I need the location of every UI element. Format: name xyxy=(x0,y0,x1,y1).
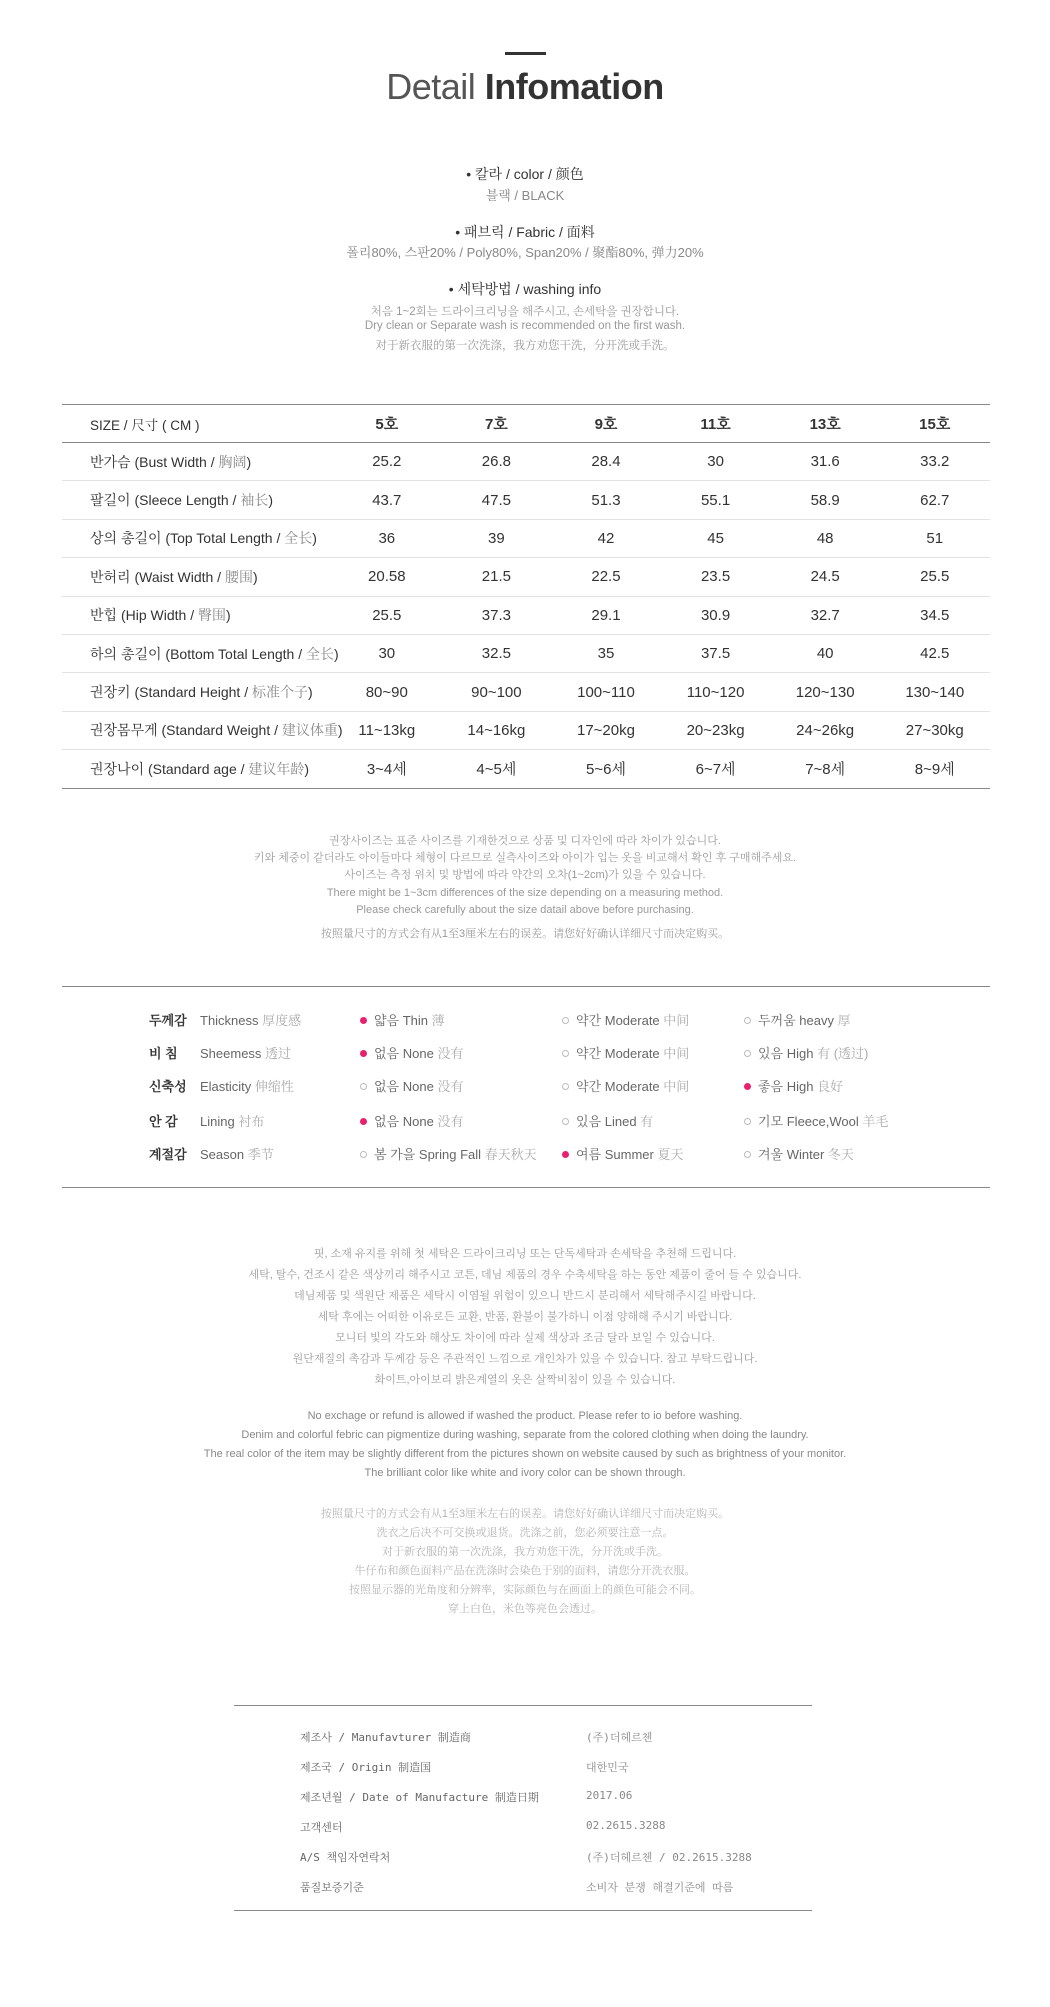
option-korean: 좋음 xyxy=(758,1079,787,1094)
size-cell: 28.4 xyxy=(591,453,621,471)
size-cell: 58.9 xyxy=(810,491,840,509)
size-cell: 42.5 xyxy=(920,645,950,663)
washing-heading: • 세탁방법 / washing info xyxy=(448,281,602,297)
manufacturer-value: (주)더헤르첸 / 02.2615.3288 xyxy=(586,1851,752,1864)
option-chinese: 薄 xyxy=(431,1013,445,1028)
manufacturer-label: 품질보증기준 xyxy=(300,1881,364,1894)
option-chinese: 厚 xyxy=(837,1013,851,1028)
option-korean: 없음 xyxy=(374,1114,403,1129)
size-table-row xyxy=(62,749,990,787)
size-label-chinese: 胸阔 xyxy=(218,453,247,470)
option-korean: 있음 xyxy=(576,1114,605,1129)
size-row-label xyxy=(62,682,332,702)
option-korean: 여름 xyxy=(576,1147,605,1162)
size-note: There might be 1~3cm differences of the size depending on a measuring method. xyxy=(326,887,724,899)
size-label-english: (Bottom Total Length / xyxy=(165,645,307,662)
fabric-attributes xyxy=(62,986,990,1188)
size-cell: 39 xyxy=(488,529,505,547)
option-korean: 봄 가을 xyxy=(374,1147,419,1162)
option-korean: 없음 xyxy=(374,1079,403,1094)
option-korean: 있음 xyxy=(758,1046,787,1061)
size-cell: 130~140 xyxy=(905,683,965,701)
size-header-cell: 15호 xyxy=(919,416,951,433)
care-line: 데님제품 및 색원단 제품은 세탁시 이염될 위험이 있으니 반드시 분리해서 세탁해주시길 바랍니다. xyxy=(294,1290,756,1302)
attribute-english-text: Thickness xyxy=(200,1013,263,1028)
size-note: 권장사이즈는 표준 사이즈를 기재한것으로 상품 및 디자인에 따라 차이가 있습니다. xyxy=(329,835,721,847)
size-row-label xyxy=(62,759,332,779)
unselected-dot-icon xyxy=(744,1118,751,1125)
option-chinese: 冬天 xyxy=(827,1147,854,1162)
attribute-row xyxy=(62,1043,990,1063)
attribute-chinese-text: 伸缩性 xyxy=(254,1079,294,1094)
selected-dot-icon xyxy=(360,1118,367,1125)
manufacturer-value: (주)더헤르첸 xyxy=(586,1731,653,1744)
care-line: Denim and colorful febric can pigmentize during washing, separate from the colored clothing when doing the laundry. xyxy=(241,1429,809,1441)
size-label-chinese: 标准个子 xyxy=(251,684,308,701)
care-line: 按照量尺寸的方式会有从1至3厘米左右的误差。请您好好确认详细尺寸而决定购买。 xyxy=(320,1508,730,1520)
size-label-end: ) xyxy=(304,760,310,777)
attribute-row xyxy=(62,1111,990,1131)
size-label-end: ) xyxy=(307,684,313,701)
care-line: 핏, 소재 유지를 위해 첫 세탁은 드라이크리닝 또는 단독세탁과 손세탁을 추천해 드립니다. xyxy=(313,1248,737,1260)
care-line: 洗衣之后决不可交换或退货。洗涤之前，您必须要注意一点。 xyxy=(376,1527,674,1539)
option-english: High xyxy=(786,1079,818,1094)
attribute-name-english xyxy=(200,1144,274,1163)
option-english: None xyxy=(402,1114,438,1129)
size-label-english: (Standard Height / xyxy=(134,684,252,701)
size-cell: 32.5 xyxy=(481,645,511,663)
size-label-end: ) xyxy=(225,607,231,624)
size-cell: 48 xyxy=(816,529,834,547)
size-row-label xyxy=(62,528,332,548)
option-english: High xyxy=(786,1046,818,1061)
size-cell: 20.58 xyxy=(368,568,406,586)
option-korean: 약간 xyxy=(576,1046,605,1061)
care-line: 화이트,아이보리 밝은계열의 옷은 살짝비침이 있을 수 있습니다. xyxy=(374,1374,676,1386)
size-cell: 40 xyxy=(816,645,834,663)
size-cell: 100~110 xyxy=(577,683,635,701)
size-header-cell: 13호 xyxy=(809,416,841,433)
option-chinese: 没有 xyxy=(437,1079,464,1094)
size-label-english: (Top Total Length / xyxy=(165,530,285,547)
attribute-name: 두께감 xyxy=(149,1013,187,1028)
size-row-label xyxy=(62,605,332,625)
size-label-korean: 반허리 xyxy=(90,568,135,585)
attribute-option xyxy=(360,1111,463,1130)
size-label-end: ) xyxy=(337,722,343,739)
size-table-row xyxy=(62,480,990,518)
washing-line: Dry clean or Separate wash is recommended on the first wash. xyxy=(364,320,686,332)
size-cell: 33.2 xyxy=(920,453,950,471)
care-line: 원단재질의 촉감과 두께감 등은 주관적인 느낌으로 개인차가 있을 수 있습니다. 참고 부탁드립니다. xyxy=(292,1353,758,1365)
care-line: 对于新衣服的第一次洗涤，我方劝您干洗，分开洗或手洗。 xyxy=(382,1546,668,1558)
care-line: 穿上白色，米色等亮色会透过。 xyxy=(448,1603,602,1615)
option-english: Winter xyxy=(786,1147,828,1162)
size-table-row xyxy=(62,711,990,749)
attribute-chinese-text: 透过 xyxy=(265,1046,292,1061)
size-cell: 11~13kg xyxy=(358,721,416,739)
attribute-chinese-text: 衬布 xyxy=(238,1114,265,1129)
size-label-chinese: 全长 xyxy=(284,530,313,547)
size-cell: 30.9 xyxy=(700,606,731,624)
size-cell: 43.7 xyxy=(372,491,402,509)
size-label-korean: 반가슴 xyxy=(90,453,135,470)
manufacturer-label: 제조년월 / Date of Manufacture 制造日期 xyxy=(300,1791,539,1804)
size-cell: 24.5 xyxy=(810,568,840,586)
size-cell: 51 xyxy=(926,529,944,547)
unselected-dot-icon xyxy=(744,1151,751,1158)
size-cell: 35 xyxy=(597,645,615,663)
manufacturer-value: 02.2615.3288 xyxy=(586,1819,666,1832)
size-label-end: ) xyxy=(268,492,273,509)
option-chinese: 有 xyxy=(640,1114,654,1129)
size-cell: 62.7 xyxy=(920,491,950,509)
care-line: 모니터 빛의 각도와 해상도 차이에 따라 실제 색상과 조금 달라 보일 수 있습니다. xyxy=(335,1332,715,1344)
option-korean: 없음 xyxy=(374,1046,403,1061)
size-label-english: (Bust Width / xyxy=(134,453,219,470)
size-label-english: (Waist Width / xyxy=(134,568,225,585)
size-label-korean: 권장키 xyxy=(90,684,135,701)
option-english: None xyxy=(402,1046,438,1061)
size-label-chinese: 建议体重 xyxy=(281,722,338,739)
size-row-label xyxy=(62,720,343,740)
size-label-end: ) xyxy=(334,645,339,662)
attribute-option xyxy=(744,1076,843,1095)
selected-dot-icon xyxy=(360,1050,367,1057)
attribute-option xyxy=(744,1144,854,1163)
option-korean: 약간 xyxy=(576,1013,605,1028)
size-cell: 37.3 xyxy=(481,606,511,624)
manufacturer-value: 2017.06 xyxy=(586,1789,633,1802)
option-english: heavy xyxy=(799,1013,838,1028)
size-label-english: (Standard age / xyxy=(148,760,249,777)
size-cell: 25.2 xyxy=(372,453,402,471)
selected-dot-icon xyxy=(562,1151,569,1158)
size-label-end: ) xyxy=(252,568,258,585)
size-cell: 25.5 xyxy=(372,606,402,624)
attribute-option xyxy=(562,1076,689,1095)
option-chinese: 夏天 xyxy=(657,1147,684,1162)
size-cell: 17~20kg xyxy=(576,721,635,739)
unselected-dot-icon xyxy=(562,1118,569,1125)
washing-line: 对于新衣服的第一次洗涤，我方劝您干洗，分开洗或手洗。 xyxy=(375,340,675,352)
size-cell: 30 xyxy=(707,453,724,471)
attribute-english-text: Elasticity xyxy=(200,1079,255,1094)
size-label-korean: 하의 총길이 xyxy=(90,645,166,662)
unselected-dot-icon xyxy=(562,1017,569,1024)
size-table-row xyxy=(62,443,990,480)
option-chinese: 中间 xyxy=(663,1079,690,1094)
size-table-row xyxy=(62,519,990,557)
size-cell: 80~90 xyxy=(365,683,408,701)
attribute-option xyxy=(562,1111,653,1130)
size-cell: 42 xyxy=(597,529,615,547)
size-note: 키와 체중이 같더라도 아이들마다 체형이 다르므로 실측사이즈와 아이가 입는 옷을 비교해서 확인 후 구매해주세요. xyxy=(253,852,797,864)
manufacturer-label: 제조사 / Manufavturer 制造商 xyxy=(300,1731,471,1744)
option-korean: 두꺼움 xyxy=(758,1013,800,1028)
size-cell: 5~6세 xyxy=(586,761,626,779)
attribute-name: 계절감 xyxy=(149,1147,187,1162)
size-cell: 90~100 xyxy=(471,683,522,701)
size-label-chinese: 全长 xyxy=(306,645,335,662)
attribute-name-english xyxy=(200,1043,291,1062)
care-line: The brilliant color like white and ivory color can be shown through. xyxy=(364,1467,686,1479)
attribute-name: 안 감 xyxy=(149,1114,178,1129)
option-english: Fleece,Wool xyxy=(786,1114,863,1129)
option-chinese: 中间 xyxy=(663,1013,690,1028)
manufacturer-label: 제조국 / Origin 制造国 xyxy=(300,1761,432,1774)
option-english: Moderate xyxy=(604,1046,664,1061)
care-line: 세탁, 탈수, 건조시 같은 색상끼리 해주시고 코튼, 데님 제품의 경우 수축세탁을 하는 동안 제품이 줄어 들 수 있습니다. xyxy=(248,1269,802,1281)
size-label-korean: 상의 총길이 xyxy=(90,530,166,547)
size-cell: 6~7세 xyxy=(695,761,736,779)
care-line: 牛仔布和颜色面料产品在洗涤时会染色于别的面料，请您分开洗衣服。 xyxy=(354,1565,696,1577)
care-line: No exchage or refund is allowed if washed the product. Please refer to io before washing. xyxy=(307,1410,743,1422)
option-chinese: 没有 xyxy=(437,1046,464,1061)
fabric-value: 폴리80%, 스판20% / Poly80%, Span20% / 聚酯80%, 弹力20% xyxy=(346,245,704,260)
size-table-row xyxy=(62,557,990,595)
size-cell: 4~5세 xyxy=(476,761,517,779)
size-cell: 3~4세 xyxy=(366,761,407,779)
attribute-name-english xyxy=(200,1076,294,1095)
attribute-option xyxy=(360,1076,463,1095)
size-label-korean: 반힙 xyxy=(90,607,121,624)
size-label-chinese: 建议年龄 xyxy=(248,760,305,777)
option-korean: 약간 xyxy=(576,1079,605,1094)
size-cell: 45 xyxy=(707,529,724,547)
attribute-english-text: Lining xyxy=(200,1114,239,1129)
page-title: Detail Infomation xyxy=(386,66,664,107)
washing-line: 처음 1~2회는 드라이크리닝을 해주시고, 손세탁을 권장합니다. xyxy=(370,306,680,318)
attribute-name: 비 침 xyxy=(149,1046,178,1061)
option-chinese: 有 (透过) xyxy=(817,1046,869,1061)
size-cell: 55.1 xyxy=(700,491,731,509)
option-chinese: 良好 xyxy=(817,1079,844,1094)
attribute-row xyxy=(62,1010,990,1030)
care-line: 세탁 후에는 어떠한 이유로든 교환, 반품, 환불이 불가하니 이점 양해해 주시기 바랍니다. xyxy=(317,1311,733,1323)
attribute-name: 신축성 xyxy=(149,1079,187,1094)
size-label-end: ) xyxy=(312,530,317,547)
size-label-korean: 팔길이 xyxy=(90,492,135,509)
unselected-dot-icon xyxy=(744,1017,751,1024)
option-english: Summer xyxy=(604,1147,658,1162)
unselected-dot-icon xyxy=(562,1050,569,1057)
size-label-korean: 권장나이 xyxy=(90,760,148,777)
attribute-english-text: Sheemess xyxy=(200,1046,266,1061)
option-korean: 얇음 xyxy=(374,1013,403,1028)
attribute-option xyxy=(744,1111,888,1130)
title-accent-bar xyxy=(505,52,546,55)
option-english: Lined xyxy=(604,1114,641,1129)
attribute-row xyxy=(62,1144,990,1164)
attribute-row xyxy=(62,1076,990,1096)
attribute-option xyxy=(360,1010,445,1029)
size-label-korean: 권장몸무게 xyxy=(90,722,162,739)
size-cell: 51.3 xyxy=(591,491,621,509)
option-chinese: 羊毛 xyxy=(862,1114,889,1129)
size-row-label xyxy=(62,644,339,664)
attribute-chinese-text: 厚度感 xyxy=(262,1013,302,1028)
attribute-chinese-text: 季节 xyxy=(247,1147,274,1162)
option-korean: 기모 xyxy=(758,1114,787,1129)
size-header-cell: 7호 xyxy=(484,416,508,433)
attribute-option xyxy=(562,1144,683,1163)
option-english: Moderate xyxy=(604,1013,664,1028)
size-cell: 25.5 xyxy=(920,568,950,586)
size-table-row xyxy=(62,634,990,672)
size-row-label xyxy=(62,452,332,472)
color-heading: • 칼라 / color / 颜色 xyxy=(466,166,584,182)
size-row-label xyxy=(62,567,332,587)
manufacturer-value: 대한민국 xyxy=(586,1761,629,1774)
size-cell: 37.5 xyxy=(700,645,731,663)
care-line: 按照显示器的光角度和分辨率，实际颜色与在画面上的颜色可能会不同。 xyxy=(349,1584,701,1596)
size-table-body xyxy=(62,443,990,788)
unselected-dot-icon xyxy=(360,1083,367,1090)
care-line: The real color of the item may be slightly different from the pictures shown on website caused by such as brightness of your monitor. xyxy=(203,1448,847,1460)
size-table-row xyxy=(62,672,990,710)
fabric-heading: • 패브릭 / Fabric / 面料 xyxy=(455,224,595,240)
size-cell: 47.5 xyxy=(481,491,511,509)
size-label-english: (Sleece Length / xyxy=(134,492,241,509)
unselected-dot-icon xyxy=(562,1083,569,1090)
size-cell: 21.5 xyxy=(481,568,511,586)
size-cell: 14~16kg xyxy=(467,721,526,739)
size-label-chinese: 臀围 xyxy=(197,607,226,624)
size-cell: 26.8 xyxy=(481,453,511,471)
manufacturer-value: 소비자 분쟁 해결기준에 따름 xyxy=(586,1881,734,1894)
size-cell: 20~23kg xyxy=(686,721,745,739)
manufacturer-table xyxy=(234,1705,812,1911)
option-korean: 겨울 xyxy=(758,1147,787,1162)
selected-dot-icon xyxy=(360,1017,367,1024)
option-chinese: 没有 xyxy=(437,1114,464,1129)
manufacturer-label: A/S 책임자연락처 xyxy=(300,1851,391,1864)
attribute-option xyxy=(562,1043,689,1062)
unselected-dot-icon xyxy=(744,1050,751,1057)
size-note: 按照量尺寸的方式会有从1至3厘米左右的误差。请您好好确认详细尺寸而决定购买。 xyxy=(320,928,730,940)
size-label-english: (Hip Width / xyxy=(120,607,198,624)
size-cell: 23.5 xyxy=(700,568,731,586)
size-table xyxy=(62,404,990,789)
unselected-dot-icon xyxy=(360,1151,367,1158)
size-label-chinese: 腰围 xyxy=(224,568,253,585)
size-table-header xyxy=(62,405,990,443)
size-cell: 8~9세 xyxy=(914,761,955,779)
size-cell: 27~30kg xyxy=(905,721,964,739)
size-header-cell: 11호 xyxy=(700,416,731,433)
attribute-name-english xyxy=(200,1111,264,1130)
size-cell: 7~8세 xyxy=(805,761,846,779)
attribute-option xyxy=(744,1010,851,1029)
option-chinese: 春天秋天 xyxy=(484,1147,537,1162)
size-note: Please check carefully about the size datail above before purchasing. xyxy=(356,904,694,916)
attribute-english-text: Season xyxy=(200,1147,248,1162)
size-cell: 32.7 xyxy=(810,606,840,624)
option-english: Spring Fall xyxy=(418,1147,485,1162)
size-cell: 29.1 xyxy=(591,606,621,624)
size-label-end: ) xyxy=(246,453,252,470)
size-cell: 30 xyxy=(378,645,396,663)
attribute-name-english xyxy=(200,1010,301,1029)
size-row-label xyxy=(62,490,332,510)
size-table-row xyxy=(62,596,990,634)
attribute-option xyxy=(360,1043,463,1062)
size-cell: 34.5 xyxy=(920,606,950,624)
attribute-option xyxy=(562,1010,689,1029)
size-label-english: (Standard Weight / xyxy=(161,722,282,739)
size-header-cell: 5호 xyxy=(375,416,399,433)
size-header-cell: 9호 xyxy=(594,416,618,433)
attribute-option xyxy=(360,1144,537,1163)
manufacturer-label: 고객센터 xyxy=(300,1821,343,1834)
option-english: None xyxy=(402,1079,438,1094)
size-cell: 24~26kg xyxy=(796,721,855,739)
option-english: Moderate xyxy=(604,1079,664,1094)
selected-dot-icon xyxy=(744,1083,751,1090)
size-note: 사이즈는 측정 위치 및 방법에 따라 약간의 오차(1~2cm)가 있을 수 있습니다. xyxy=(344,869,706,881)
size-cell: 31.6 xyxy=(810,453,840,471)
size-cell: 120~130 xyxy=(795,683,855,701)
size-cell: 110~120 xyxy=(686,683,745,701)
option-chinese: 中间 xyxy=(663,1046,690,1061)
size-cell: 36 xyxy=(378,529,396,547)
size-header-label: SIZE / 尺寸 ( CM ) xyxy=(90,417,200,433)
size-cell: 22.5 xyxy=(591,568,621,586)
option-english: Thin xyxy=(402,1013,432,1028)
attribute-option xyxy=(744,1043,868,1062)
size-label-chinese: 袖长 xyxy=(240,492,269,509)
color-value: 블랙 / BLACK xyxy=(485,188,565,203)
